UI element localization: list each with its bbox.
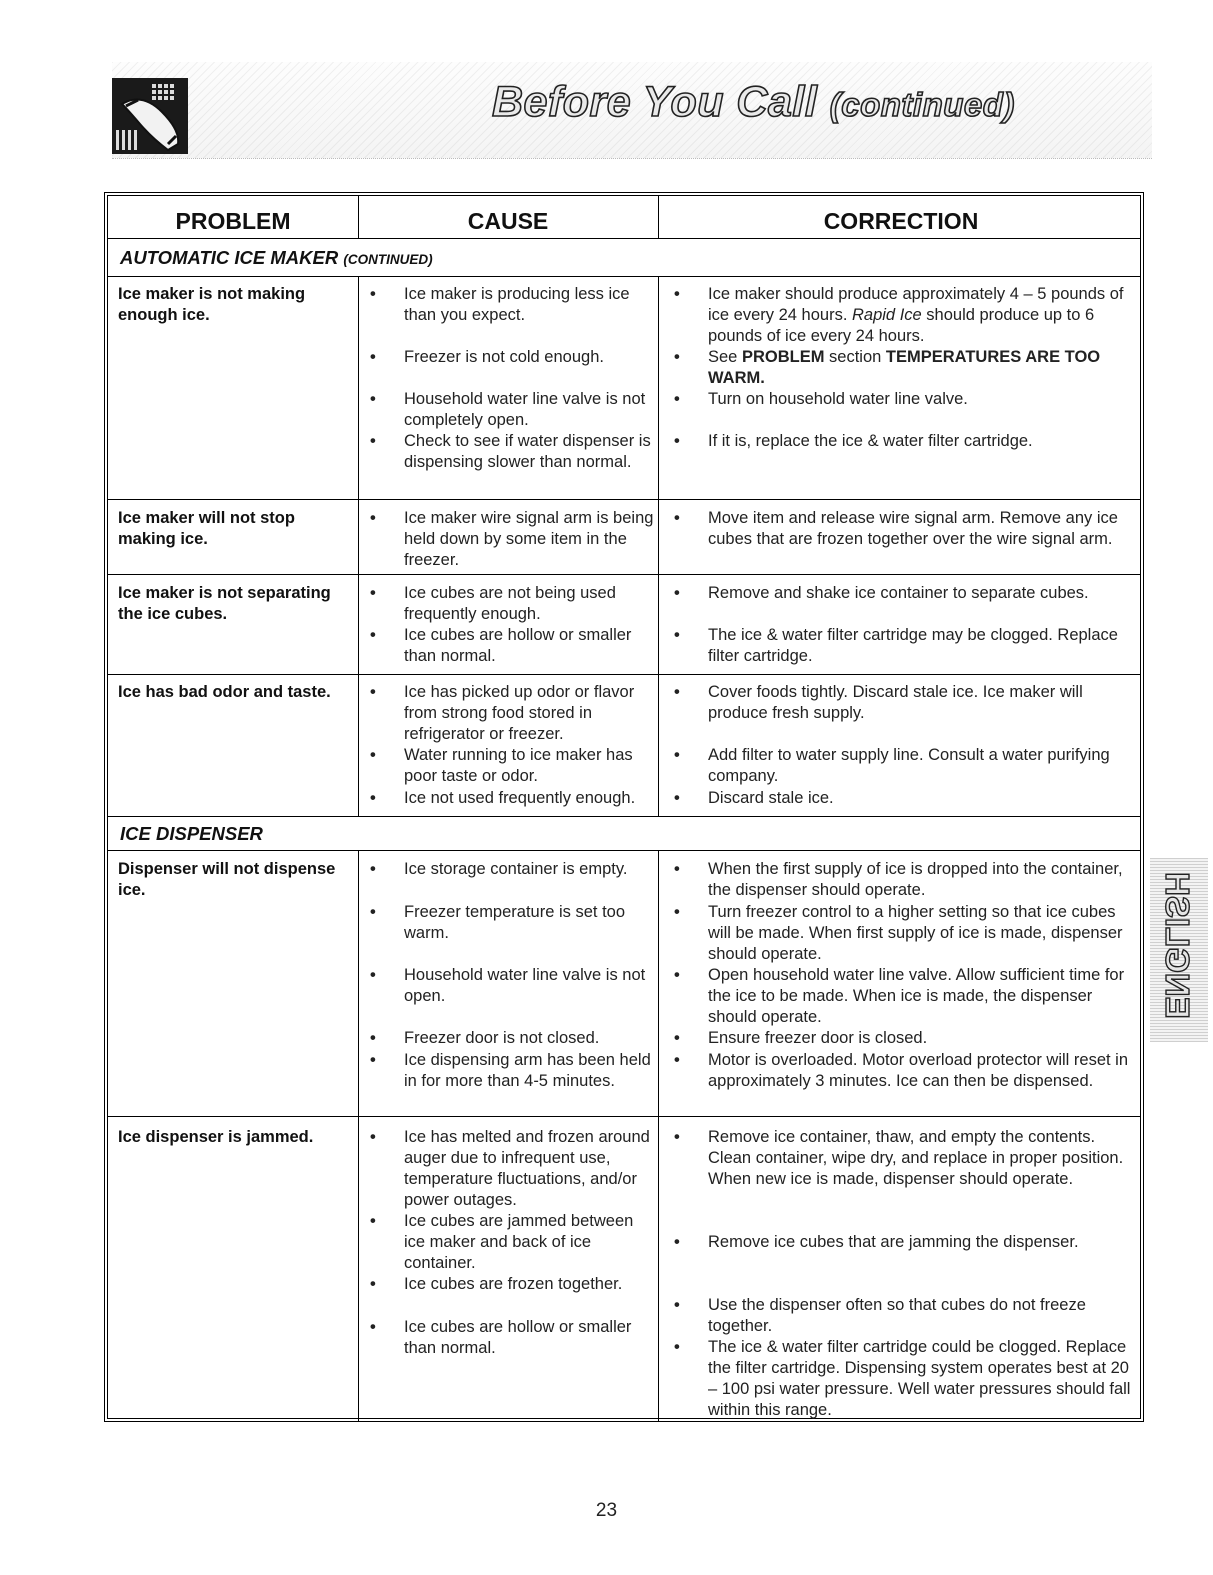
correction-item: • Remove ice cubes that are jamming the dispenser. <box>708 1232 1138 1253</box>
correction-item: • Motor is overloaded. Motor overload protector will reset in approximately 3 minutes. Ice can then be dispensed. <box>708 1050 1138 1092</box>
correction-item: • Remove and shake ice container to separate cubes. <box>708 583 1138 604</box>
row-divider <box>108 1116 1140 1117</box>
cause-item: • Household water line valve is not open. <box>404 965 654 1007</box>
row-divider <box>108 499 1140 500</box>
cause-item: • Freezer is not cold enough. <box>404 347 654 368</box>
problem-label: Dispenser will not dispense ice. <box>118 860 336 899</box>
cause-item: • Check to see if water dispenser is dispensing slower than normal. <box>404 431 654 473</box>
language-tab-label: ENGLISH <box>1159 872 1196 1019</box>
cause-item: • Ice storage container is empty. <box>404 859 654 880</box>
correction-item: • Discard stale ice. <box>708 788 1138 809</box>
page-number: 23 <box>595 1500 618 1521</box>
cause-item: • Household water line valve is not completely open. <box>404 389 654 431</box>
cause-item: • Ice cubes are not being used frequently enough. <box>404 583 654 625</box>
cause-item: • Ice not used frequently enough. <box>404 788 654 809</box>
correction-item: • The ice & water filter cartridge may be clogged. Replace filter cartridge. <box>708 625 1138 667</box>
column-header-correction: CORRECTION <box>823 208 979 234</box>
row-divider <box>108 674 1140 675</box>
telephone-icon <box>112 78 188 154</box>
cause-item: • Ice maker is producing less ice than you expect. <box>404 284 654 326</box>
problem-label: Ice maker is not separating the ice cubes. <box>118 584 331 623</box>
correction-item: • Ensure freezer door is closed. <box>708 1028 1138 1049</box>
cause-item: • Ice maker wire signal arm is being held down by some item in the freezer. <box>404 508 654 571</box>
problem-label: Ice maker is not making enough ice. <box>118 285 306 324</box>
correction-item: • Ice maker should produce approximately 4 – 5 pounds of ice every 24 hours. Rapid Ice should produce up to 6 pounds of ice every 24 hours. <box>708 284 1138 347</box>
cause-item: • Ice cubes are hollow or smaller than normal. <box>404 625 654 667</box>
correction-item: • Open household water line valve. Allow sufficient time for the ice to be made. When ice is made, the dispenser should operate. <box>708 965 1138 1028</box>
troubleshooting-table <box>104 192 1144 1422</box>
row-divider <box>108 816 1140 817</box>
correction-item: • The ice & water filter cartridge could be clogged. Replace the filter cartridge. Dispensing system operates best at 20 – 100 psi water pressure. Well water pressures should fall within this range. <box>708 1337 1138 1421</box>
row-divider <box>108 238 1140 239</box>
column-divider <box>358 276 359 816</box>
row-divider <box>108 276 1140 277</box>
correction-item: • Cover foods tightly. Discard stale ice. Ice maker will produce fresh supply. <box>708 682 1138 724</box>
column-header-problem: PROBLEM <box>175 208 291 234</box>
cause-item: • Ice cubes are frozen together. <box>404 1274 654 1295</box>
row-divider <box>108 850 1140 851</box>
row-divider <box>108 574 1140 575</box>
problem-label: Ice dispenser is jammed. <box>118 1128 314 1146</box>
correction-item: • Turn freezer control to a higher setting so that ice cubes will be made. When first supply of ice is made, dispenser should operate. <box>708 902 1138 965</box>
cause-item: • Ice dispensing arm has been held in for more than 4-5 minutes. <box>404 1050 654 1092</box>
cause-item: • Freezer temperature is set too warm. <box>404 902 654 944</box>
language-tab <box>1150 858 1208 1042</box>
cause-item: • Ice has picked up odor or flavor from strong food stored in refrigerator or freezer. <box>404 682 654 745</box>
problem-label: Ice has bad odor and taste. <box>118 683 331 701</box>
correction-item: • If it is, replace the ice & water filter cartridge. <box>708 431 1138 452</box>
header-banner <box>112 62 1152 159</box>
correction-item: • Move item and release wire signal arm. Remove any ice cubes that are frozen together over the wire signal arm. <box>708 508 1138 550</box>
column-divider <box>658 850 659 1422</box>
column-header-cause: CAUSE <box>467 208 549 234</box>
section-title: ICE DISPENSER <box>120 823 263 844</box>
cause-item: • Water running to ice maker has poor taste or odor. <box>404 745 654 787</box>
cause-item: • Freezer door is not closed. <box>404 1028 654 1049</box>
cause-item: • Ice cubes are jammed between ice maker and back of ice container. <box>404 1211 654 1274</box>
correction-item: • Remove ice container, thaw, and empty the contents. Clean container, wipe dry, and replace in proper position. When new ice is made, dispenser should operate. <box>708 1127 1138 1190</box>
section-title: AUTOMATIC ICE MAKER (CONTINUED) <box>120 247 433 268</box>
column-divider <box>658 276 659 816</box>
correction-item: • Use the dispenser often so that cubes do not freeze together. <box>708 1295 1138 1337</box>
problem-label: Ice maker will not stop making ice. <box>118 509 295 548</box>
column-divider <box>358 850 359 1422</box>
page-title: Before You Call (continued) <box>492 78 1015 126</box>
cause-item: • Ice cubes are hollow or smaller than normal. <box>404 1317 654 1359</box>
cause-item: • Ice has melted and frozen around auger due to infrequent use, temperature fluctuations, and/or power outages. <box>404 1127 654 1211</box>
correction-item: • Turn on household water line valve. <box>708 389 1138 410</box>
correction-item: • Add filter to water supply line. Consult a water purifying company. <box>708 745 1138 787</box>
correction-item: • When the first supply of ice is dropped into the container, the dispenser should operate. <box>708 859 1138 901</box>
correction-item: • See PROBLEM section TEMPERATURES ARE TOO WARM. <box>708 347 1138 389</box>
